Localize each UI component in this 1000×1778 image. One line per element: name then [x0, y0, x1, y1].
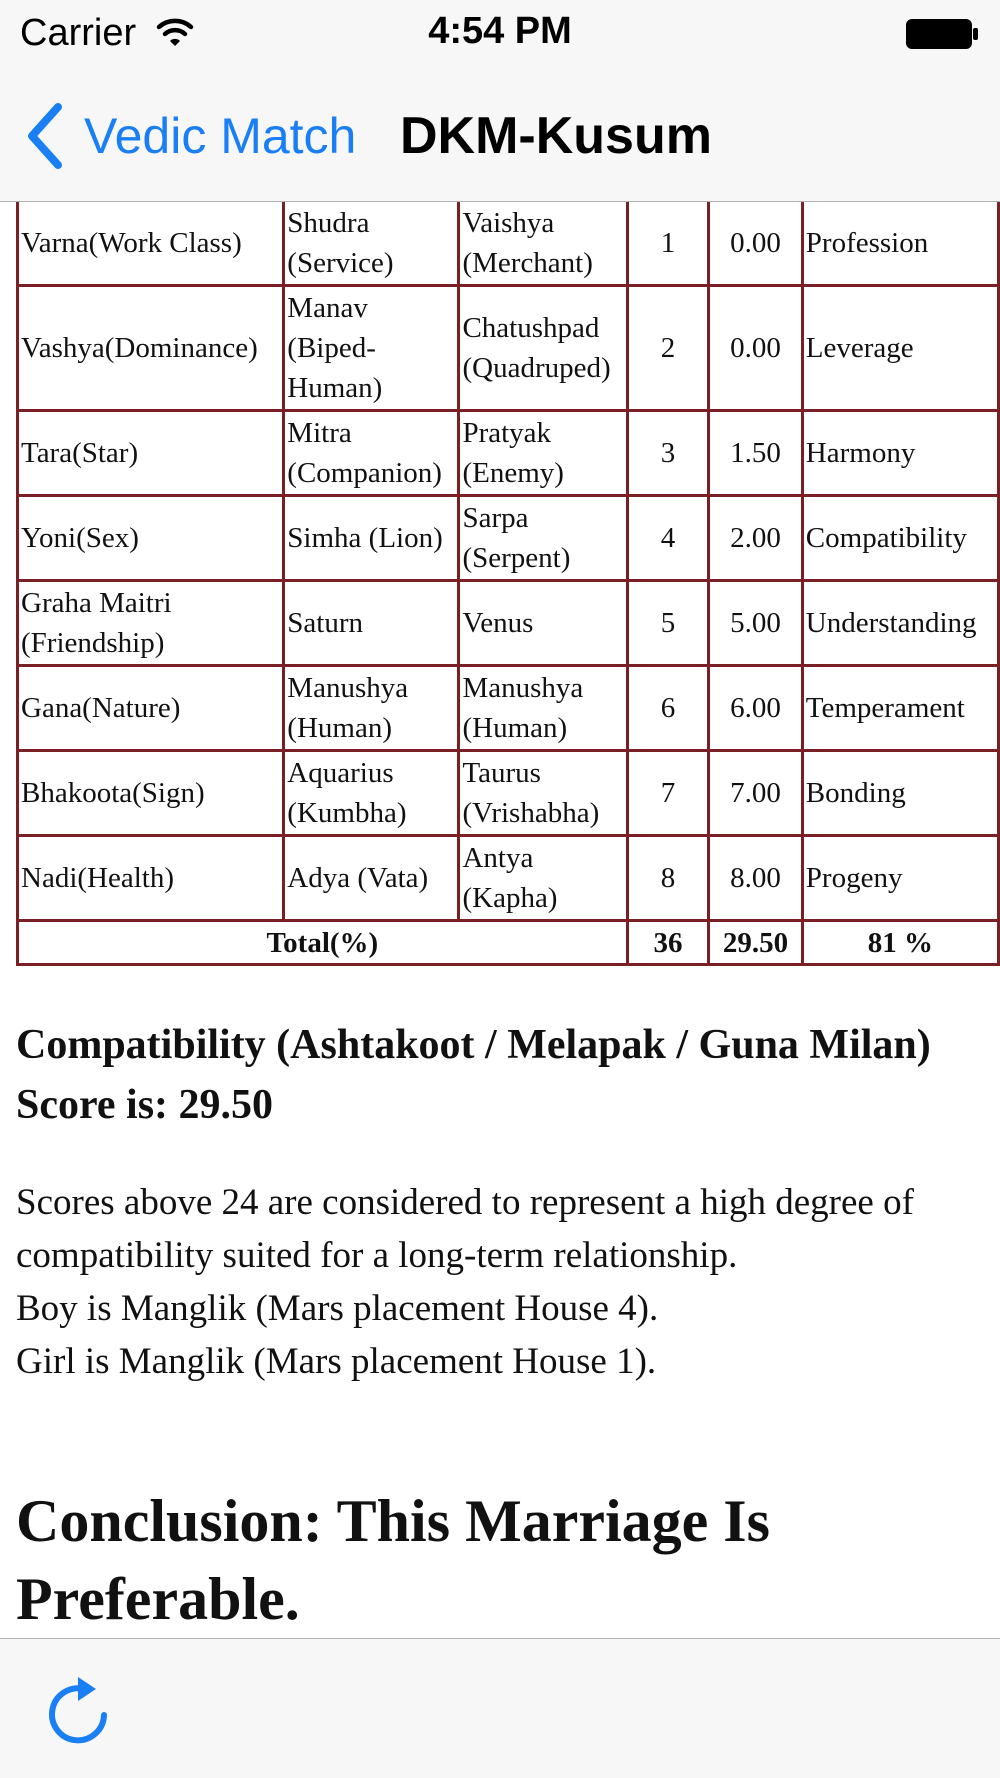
koota-name-cell: Graha Maitri (Friendship)	[18, 581, 284, 666]
status-bar	[0, 0, 1000, 68]
girl-value-cell: Taurus (Vrishabha)	[459, 751, 627, 836]
table-row	[18, 581, 999, 666]
area-cell: Harmony	[802, 411, 998, 496]
boy-value-cell: Adya (Vata)	[284, 836, 459, 921]
carrier-label: Carrier	[20, 12, 137, 54]
back-button-label: Vedic Match	[84, 108, 357, 164]
max-points-cell: 6	[627, 666, 709, 751]
obtained-points-cell: 0.00	[709, 286, 803, 411]
table-row	[18, 751, 999, 836]
girl-value-cell: Antya (Kapha)	[459, 836, 627, 921]
boy-value-cell: Aquarius (Kumbha)	[284, 751, 459, 836]
back-button[interactable]	[22, 98, 356, 174]
area-cell: Profession	[802, 202, 998, 286]
area-cell: Leverage	[802, 286, 998, 411]
girl-manglik-line: Girl is Manglik (Mars placement House 1).	[16, 1341, 657, 1382]
max-points-cell: 5	[627, 581, 709, 666]
boy-value-cell: Manav (Biped-Human)	[284, 286, 459, 411]
max-points-cell: 1	[627, 202, 709, 286]
score-heading: Compatibility (Ashtakoot / Melapak / Guna Milan) Score is: 29.50	[16, 1022, 931, 1128]
table-total-row	[18, 921, 999, 965]
girl-value-cell: Vaishya (Merchant)	[459, 202, 627, 286]
area-cell: Bonding	[802, 751, 998, 836]
max-points-cell: 4	[627, 496, 709, 581]
boy-value-cell: Saturn	[284, 581, 459, 666]
girl-value-cell: Chatushpad (Quadruped)	[459, 286, 627, 411]
battery-icon	[905, 18, 979, 50]
girl-value-cell: Pratyak (Enemy)	[459, 411, 627, 496]
description-line: Scores above 24 are considered to represent a high degree of compatibility suited for a long-term relationship.	[16, 1182, 914, 1276]
boy-value-cell: Mitra (Companion)	[284, 411, 459, 496]
obtained-points-cell: 2.00	[709, 496, 803, 581]
obtained-points-cell: 5.00	[709, 581, 803, 666]
boy-value-cell: Manushya (Human)	[284, 666, 459, 751]
conclusion-heading: Conclusion: This Marriage Is Preferable.	[16, 1488, 770, 1632]
web-content[interactable]	[0, 202, 1000, 1638]
total-obtained-cell: 29.50	[709, 921, 803, 965]
koota-name-cell: Bhakoota(Sign)	[18, 751, 284, 836]
obtained-points-cell: 8.00	[709, 836, 803, 921]
koota-name-cell: Nadi(Health)	[18, 836, 284, 921]
score-description	[16, 1176, 976, 1388]
boy-manglik-line: Boy is Manglik (Mars placement House 4).	[16, 1288, 659, 1329]
total-percent-cell: 81 %	[802, 921, 998, 965]
koota-name-cell: Yoni(Sex)	[18, 496, 284, 581]
girl-value-cell: Manushya (Human)	[459, 666, 627, 751]
obtained-points-cell: 0.00	[709, 202, 803, 286]
obtained-points-cell: 7.00	[709, 751, 803, 836]
table-row	[18, 666, 999, 751]
area-cell: Progeny	[802, 836, 998, 921]
area-cell: Compatibility	[802, 496, 998, 581]
status-time: 4:54 PM	[428, 10, 572, 52]
boy-value-cell: Simha (Lion)	[284, 496, 459, 581]
obtained-points-cell: 6.00	[709, 666, 803, 751]
page-title: DKM-Kusum	[400, 107, 712, 165]
obtained-points-cell: 1.50	[709, 411, 803, 496]
max-points-cell: 3	[627, 411, 709, 496]
max-points-cell: 8	[627, 836, 709, 921]
table-row	[18, 286, 999, 411]
table-row	[18, 836, 999, 921]
table-row	[18, 411, 999, 496]
refresh-icon[interactable]	[44, 1671, 114, 1747]
koota-name-cell: Vashya(Dominance)	[18, 286, 284, 411]
table-row	[18, 496, 999, 581]
koota-name-cell: Tara(Star)	[18, 411, 284, 496]
girl-value-cell: Sarpa (Serpent)	[459, 496, 627, 581]
girl-value-cell: Venus	[459, 581, 627, 666]
koota-name-cell: Varna(Work Class)	[18, 202, 284, 286]
area-cell: Temperament	[802, 666, 998, 751]
table-row	[18, 202, 999, 286]
max-points-cell: 7	[627, 751, 709, 836]
total-max-cell: 36	[627, 921, 709, 965]
bottom-toolbar	[0, 1638, 1000, 1778]
koota-name-cell: Gana(Nature)	[18, 666, 284, 751]
navigation-bar	[0, 68, 1000, 202]
koota-table	[16, 202, 1000, 966]
max-points-cell: 2	[627, 286, 709, 411]
total-label-cell: Total(%)	[18, 921, 628, 965]
area-cell: Understanding	[802, 581, 998, 666]
boy-value-cell: Shudra (Service)	[284, 202, 459, 286]
chevron-left-icon	[22, 101, 66, 171]
